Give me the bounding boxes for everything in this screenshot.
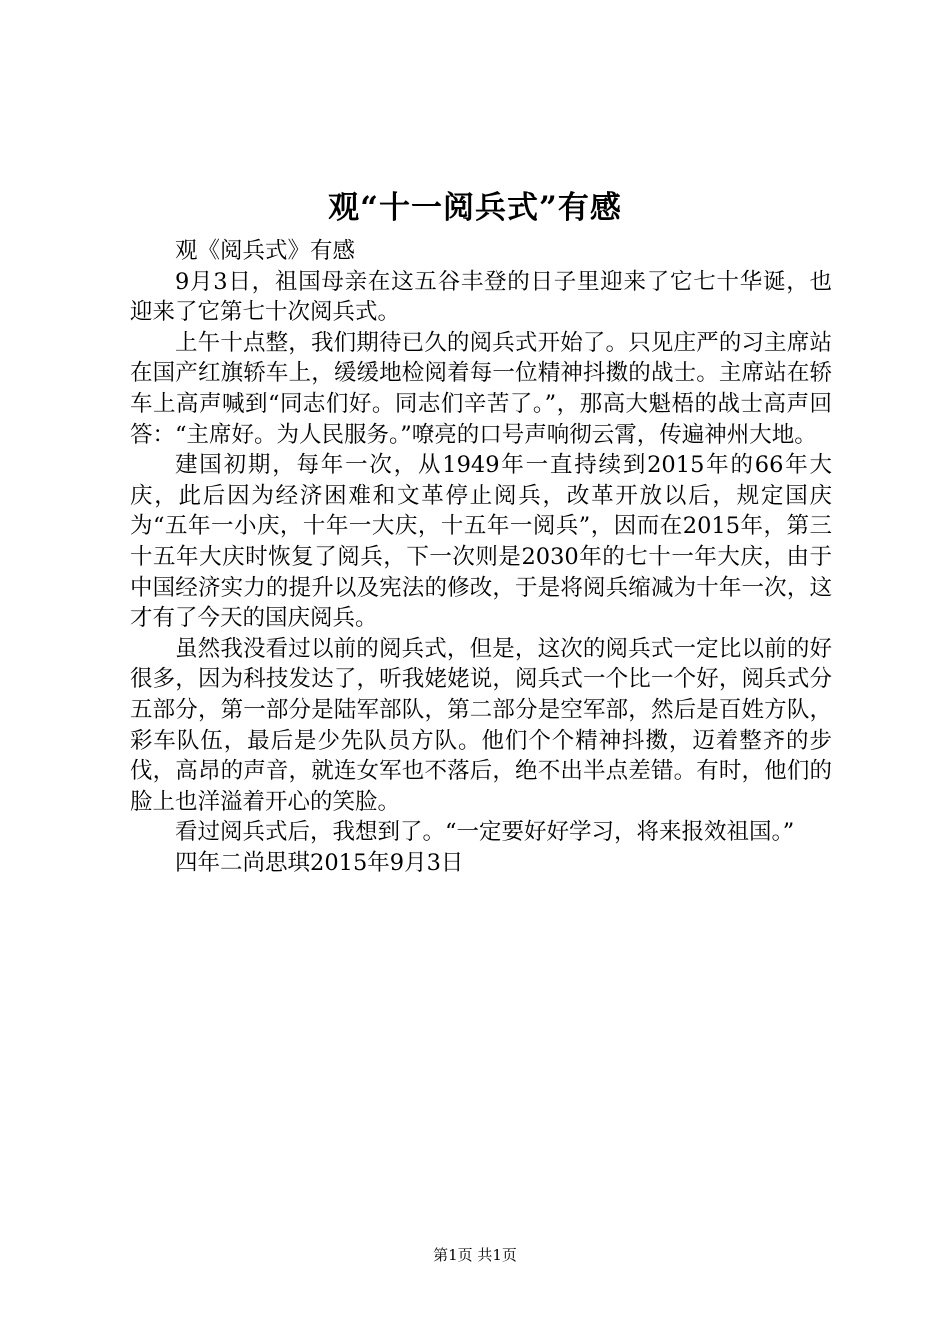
paragraph-5: 看过阅兵式后，我想到了。“一定要好好学习，将来报效祖国。” [175, 819, 795, 846]
document-body [130, 236, 832, 878]
paragraph-1: 9月3日，祖国母亲在这五谷丰登的日子里迎来了它七十华诞，也迎来了它第七十次阅兵式。 [130, 268, 832, 326]
document-title: 观“十一阅兵式”有感 [328, 190, 622, 226]
page-footer: 第1页 共1页 [433, 1246, 517, 1264]
paragraph-subtitle: 观《阅兵式》有感 [175, 238, 356, 264]
signature-line: 四年二尚思琪2015年9月3日 [175, 849, 464, 876]
paragraph-4: 虽然我没看过以前的阅兵式，但是，这次的阅兵式一定比以前的好很多，因为科技发达了，听我姥姥说，阅兵式一个比一个好，阅兵式分五部分，第一部分是陆军部队，第二部分是空军部，然后是百姓方队，彩车队伍，最后是少先队员方队。他们个个精神抖擞，迈着整齐的步伐，高昂的声音，就连女军也不落后，绝不出半点差错。有时，他们的脸上也洋溢着开心的笑脸。 [130, 635, 832, 815]
paragraph-3: 建国初期，每年一次，从1949年一直持续到2015年的66年大庆，此后因为经济困难和文革停止阅兵，改革开放以后，规定国庆为“五年一小庆，十年一大庆，十五年一阅兵”，因而在2015年，第三十五年大庆时恢复了阅兵，下一次则是2030年的七十一年大庆，由于中国经济实力的提升以及宪法的修改，于是将阅兵缩减为十年一次，这才有了今天的国庆阅兵。 [130, 452, 832, 632]
paragraph-2: 上午十点整，我们期待已久的阅兵式开始了。只见庄严的习主席站在国产红旗轿车上，缓缓地检阅着每一位精神抖擞的战士。主席站在轿车上高声喊到“同志们好。同志们辛苦了。”，那高大魁梧的战士高声回答：“主席好。为人民服务。”嘹亮的口号声响彻云霄，传遍神州大地。 [130, 329, 832, 448]
